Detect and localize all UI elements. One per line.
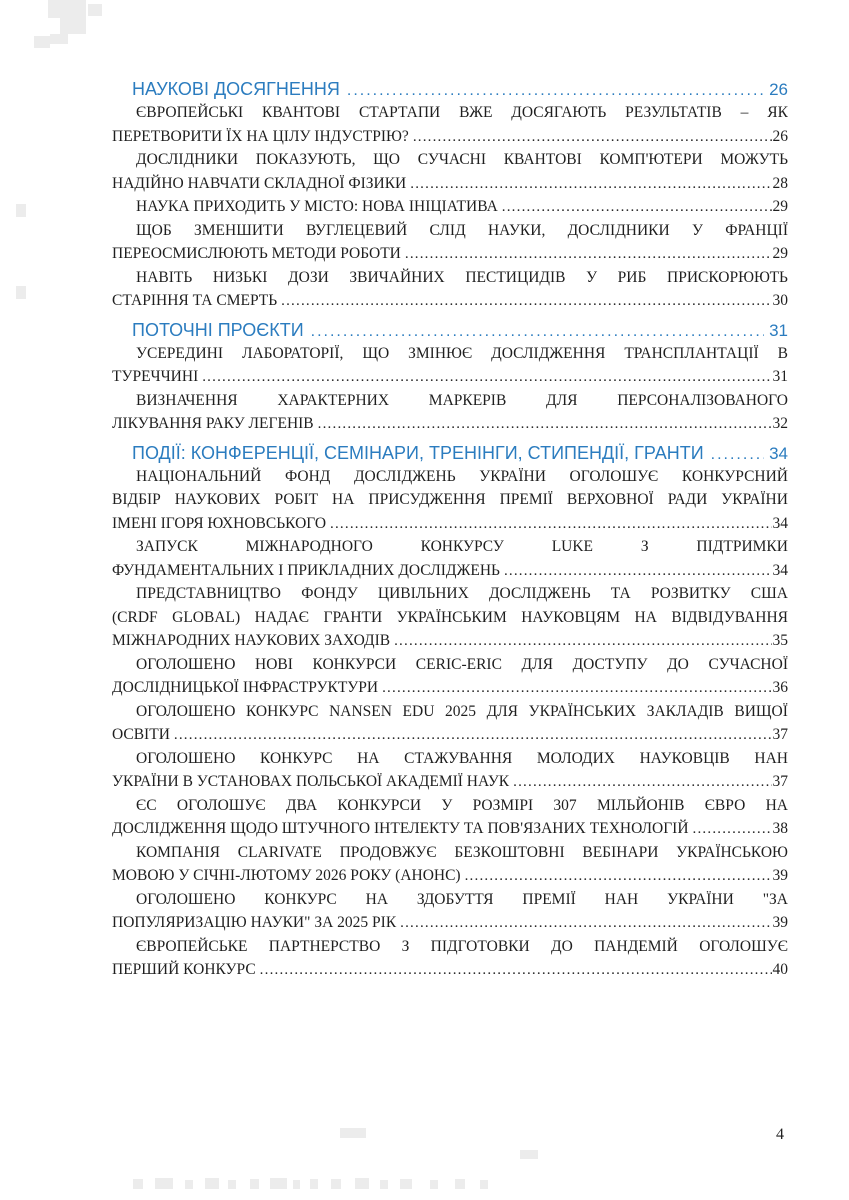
toc-entry-line: УСЕРЕДИНІ ЛАБОРАТОРІЇ, ЩО ЗМІНЮЄ ДОСЛІДЖЕННЯ ТРАНСПЛАНТАЦІЇ В bbox=[136, 344, 788, 362]
toc-entry-line: ВИЗНАЧЕННЯ ХАРАКТЕРНИХ МАРКЕРІВ ДЛЯ ПЕРСОНАЛІЗОВАНОГО bbox=[136, 391, 788, 409]
toc-heading-link[interactable] bbox=[112, 318, 788, 342]
toc-entry-line: НАЦІОНАЛЬНИЙ ФОНД ДОСЛІДЖЕНЬ УКРАЇНИ ОГОЛОШУЄ КОНКУРСНИЙ bbox=[136, 467, 788, 485]
toc-entry-text: НАДІЙНО НАВЧАТИ СКЛАДНОЇ ФІЗИКИ bbox=[112, 174, 407, 192]
toc-entry-line bbox=[112, 911, 788, 935]
toc-page-number: 30 bbox=[772, 292, 788, 309]
toc-entry-link[interactable] bbox=[112, 888, 788, 935]
dot-leader-icon bbox=[311, 320, 764, 344]
toc-entry-line bbox=[112, 770, 788, 794]
toc-entry-text: ФУНДАМЕНТАЛЬНИХ І ПРИКЛАДНИХ ДОСЛІДЖЕНЬ bbox=[112, 561, 500, 579]
table-of-contents bbox=[112, 72, 788, 982]
toc-page-number: 31 bbox=[772, 368, 788, 385]
toc-entry-line bbox=[112, 559, 788, 583]
scan-artifact bbox=[155, 1178, 173, 1189]
toc-entry-line bbox=[112, 365, 788, 389]
toc-page-number: 34 bbox=[769, 443, 788, 463]
dot-leader-icon bbox=[711, 443, 764, 467]
toc-entry-text: ОСВІТИ bbox=[112, 726, 170, 743]
scan-artifact bbox=[293, 1180, 300, 1189]
scan-artifact bbox=[205, 1178, 219, 1189]
toc-entry-link[interactable] bbox=[112, 195, 788, 219]
page-number: 4 bbox=[776, 1126, 784, 1143]
toc-entry-link[interactable] bbox=[112, 700, 788, 747]
toc-entry-link[interactable] bbox=[112, 935, 788, 982]
toc-entry-line bbox=[112, 125, 788, 149]
toc-entry-line: ПРЕДСТАВНИЦТВО ФОНДУ ЦИВІЛЬНИХ ДОСЛІДЖЕНЬ ТА РОЗВИТКУ США bbox=[136, 585, 788, 602]
toc-page-number: 34 bbox=[772, 561, 788, 579]
toc-page-number: 34 bbox=[772, 514, 788, 532]
toc-page-number: 40 bbox=[772, 961, 788, 978]
toc-entry-line bbox=[112, 195, 788, 219]
dot-leader-icon bbox=[318, 413, 772, 437]
dot-leader-icon bbox=[693, 818, 772, 842]
toc-page-number: 29 bbox=[772, 198, 788, 215]
toc-heading-label: ПОТОЧНІ ПРОЄКТИ bbox=[132, 319, 304, 340]
toc-entry-line bbox=[112, 676, 788, 700]
toc-entry-link[interactable] bbox=[112, 582, 788, 653]
toc-page-number: 39 bbox=[772, 914, 788, 931]
toc-entry-link[interactable] bbox=[112, 465, 788, 536]
scan-artifact bbox=[355, 1178, 369, 1189]
scan-artifact bbox=[133, 1179, 143, 1189]
toc-page-number: 38 bbox=[772, 820, 788, 837]
scan-artifact bbox=[480, 1180, 488, 1189]
scan-artifact bbox=[270, 1178, 287, 1189]
toc-entry-line bbox=[112, 864, 788, 888]
toc-entry-link[interactable] bbox=[112, 653, 788, 700]
toc-entry-text: ПЕРЕТВОРИТИ ЇХ НА ЦІЛУ ІНДУСТРІЮ? bbox=[112, 127, 409, 145]
toc-page-number: 36 bbox=[772, 679, 788, 696]
toc-entry-line: (CRDF GLOBAL) НАДАЄ ГРАНТИ УКРАЇНСЬКИМ НАУКОВЦЯМ НА ВІДВІДУВАННЯ bbox=[112, 608, 788, 626]
toc-entry-line bbox=[112, 512, 788, 536]
dot-leader-icon bbox=[405, 243, 772, 267]
toc-entry-text: МОВОЮ У СІЧНІ-ЛЮТОМУ 2026 РОКУ (АНОНС) bbox=[112, 867, 461, 884]
toc-entry-line: ОГОЛОШЕНО КОНКУРС НА ЗДОБУТТЯ ПРЕМІЇ НАН УКРАЇНИ "ЗА bbox=[136, 890, 788, 908]
toc-page-number: 32 bbox=[772, 415, 788, 432]
dot-leader-icon bbox=[347, 79, 764, 103]
toc-page-number: 26 bbox=[769, 80, 788, 99]
toc-entry-line: ДОСЛІДНИКИ ПОКАЗУЮТЬ, ЩО СУЧАСНІ КВАНТОВІ КОМП'ЮТЕРИ МОЖУТЬ bbox=[136, 151, 788, 168]
dot-leader-icon bbox=[330, 513, 771, 537]
dot-leader-icon bbox=[410, 173, 771, 197]
scan-artifact bbox=[60, 14, 86, 34]
toc-entry-link[interactable] bbox=[112, 219, 788, 266]
scan-artifact bbox=[250, 1179, 259, 1189]
toc-entry-text: СТАРІННЯ ТА СМЕРТЬ bbox=[112, 292, 278, 309]
toc-entry-link[interactable] bbox=[112, 794, 788, 841]
toc-entry-line bbox=[112, 723, 788, 747]
scan-artifact bbox=[340, 1128, 366, 1138]
toc-entry-text: ІМЕНІ ІГОРЯ ЮХНОВСЬКОГО bbox=[112, 514, 327, 532]
scan-artifact bbox=[16, 286, 26, 299]
toc-heading-label: ПОДІЇ: КОНФЕРЕНЦІЇ, СЕМІНАРИ, ТРЕНІНГИ, СТИПЕНДІЇ, ГРАНТИ bbox=[132, 442, 704, 463]
dot-leader-icon bbox=[382, 677, 771, 701]
toc-entry-text: ДОСЛІДНИЦЬКОЇ ІНФРАСТРУКТУРИ bbox=[112, 679, 379, 696]
toc-entry-line bbox=[112, 289, 788, 313]
toc-page-number: 29 bbox=[772, 245, 788, 262]
scan-artifact bbox=[185, 1180, 193, 1189]
toc-entry-line bbox=[112, 958, 788, 982]
toc-entry-link[interactable] bbox=[112, 535, 788, 582]
toc-heading-link[interactable] bbox=[112, 77, 788, 101]
dot-leader-icon bbox=[413, 126, 772, 150]
toc-entry-line: ЄС ОГОЛОШУЄ ДВА КОНКУРСИ У РОЗМІРІ 307 МІЛЬЙОНІВ ЄВРО НА bbox=[136, 796, 788, 814]
dot-leader-icon bbox=[174, 724, 772, 748]
toc-entry-line bbox=[112, 172, 788, 196]
scan-artifact bbox=[310, 1179, 318, 1189]
toc-entry-text: ПЕРЕОСМИСЛЮЮТЬ МЕТОДИ РОБОТИ bbox=[112, 245, 401, 262]
toc-page-number: 26 bbox=[772, 127, 788, 145]
toc-entry-line: ЩОБ ЗМЕНШИТИ ВУГЛЕЦЕВИЙ СЛІД НАУКИ, ДОСЛІДНИКИ У ФРАНЦІЇ bbox=[136, 221, 788, 239]
toc-entry-text: ЛІКУВАННЯ РАКУ ЛЕГЕНІВ bbox=[112, 415, 314, 432]
scan-artifact bbox=[88, 4, 102, 16]
toc-page-number: 37 bbox=[772, 726, 788, 743]
toc-entry-link[interactable] bbox=[112, 841, 788, 888]
toc-entry-line: ОГОЛОШЕНО КОНКУРС NANSEN EDU 2025 ДЛЯ УКРАЇНСЬКИХ ЗАКЛАДІВ ВИЩОЇ bbox=[136, 702, 788, 720]
dot-leader-icon bbox=[260, 959, 772, 983]
toc-entry-text: НАУКА ПРИХОДИТЬ У МІСТО: НОВА ІНІЦІАТИВА bbox=[136, 198, 498, 215]
toc-entry-line: ОГОЛОШЕНО НОВІ КОНКУРСИ CERIC-ERIC ДЛЯ ДОСТУПУ ДО СУЧАСНОЇ bbox=[136, 655, 788, 673]
scan-artifact bbox=[50, 34, 68, 44]
dot-leader-icon bbox=[281, 290, 771, 314]
toc-entry-link[interactable] bbox=[112, 389, 788, 436]
toc-entry-text: ПЕРШИЙ КОНКУРС bbox=[112, 961, 256, 978]
toc-entry-text: УКРАЇНИ В УСТАНОВАХ ПОЛЬСЬКОЇ АКАДЕМІЇ НАУК bbox=[112, 773, 510, 790]
dot-leader-icon bbox=[502, 196, 772, 220]
toc-entry-text: ТУРЕЧЧИНІ bbox=[112, 368, 199, 385]
toc-entry-line: КОМПАНІЯ CLARIVATE ПРОДОВЖУЄ БЕЗКОШТОВНІ ВЕБІНАРИ УКРАЇНСЬКОЮ bbox=[136, 843, 788, 861]
scan-artifact bbox=[34, 36, 50, 48]
dot-leader-icon bbox=[465, 865, 772, 889]
toc-entry-line: ВІДБІР НАУКОВИХ РОБІТ НА ПРИСУДЖЕННЯ ПРЕМІЇ ВЕРХОВНОЇ РАДИ УКРАЇНИ bbox=[112, 491, 788, 508]
scan-artifact bbox=[455, 1179, 465, 1189]
dot-leader-icon bbox=[400, 912, 771, 936]
toc-entry-line: ЄВРОПЕЙСЬКЕ ПАРТНЕРСТВО З ПІДГОТОВКИ ДО ПАНДЕМІЙ ОГОЛОШУЄ bbox=[136, 937, 788, 955]
toc-heading-link[interactable] bbox=[112, 441, 788, 465]
toc-entry-line bbox=[112, 817, 788, 841]
scan-artifact bbox=[380, 1180, 388, 1189]
scan-artifact bbox=[16, 204, 26, 217]
dot-leader-icon bbox=[394, 630, 771, 654]
toc-entry-link[interactable] bbox=[112, 266, 788, 313]
toc-entry-text: ДОСЛІДЖЕННЯ ЩОДО ШТУЧНОГО ІНТЕЛЕКТУ ТА ПОВ'ЯЗАНИХ ТЕХНОЛОГІЙ bbox=[112, 820, 689, 837]
toc-entry-line bbox=[112, 412, 788, 436]
scan-artifact bbox=[430, 1180, 438, 1189]
toc-entry-text: ПОПУЛЯРИЗАЦІЮ НАУКИ" ЗА 2025 РІК bbox=[112, 914, 397, 931]
toc-page-number: 37 bbox=[772, 773, 788, 790]
toc-page-number: 28 bbox=[772, 174, 788, 192]
toc-entry-link[interactable] bbox=[112, 747, 788, 794]
scan-artifact bbox=[228, 1180, 236, 1189]
toc-entry-link[interactable] bbox=[112, 342, 788, 389]
toc-page-number: 39 bbox=[772, 867, 788, 884]
toc-entry-link[interactable] bbox=[112, 148, 788, 195]
toc-page-number: 35 bbox=[772, 632, 788, 649]
toc-entry-link[interactable] bbox=[112, 101, 788, 148]
scan-artifact bbox=[400, 1179, 412, 1189]
toc-entry-line: ЗАПУСК МІЖНАРОДНОГО КОНКУРСУ LUKE З ПІДТРИМКИ bbox=[136, 538, 788, 555]
toc-heading-label: НАУКОВІ ДОСЯГНЕННЯ bbox=[132, 79, 340, 99]
toc-entry-line bbox=[112, 242, 788, 266]
toc-entry-line: ЄВРОПЕЙСЬКІ КВАНТОВІ СТАРТАПИ ВЖЕ ДОСЯГАЮТЬ РЕЗУЛЬТАТІВ – ЯК bbox=[136, 104, 788, 121]
dot-leader-icon bbox=[202, 366, 771, 390]
scan-artifact bbox=[520, 1150, 538, 1159]
toc-page-number: 31 bbox=[769, 320, 788, 340]
toc-entry-text: МІЖНАРОДНИХ НАУКОВИХ ЗАХОДІВ bbox=[112, 632, 391, 649]
toc-entry-line: ОГОЛОШЕНО КОНКУРС НА СТАЖУВАННЯ МОЛОДИХ НАУКОВЦІВ НАН bbox=[136, 749, 788, 767]
dot-leader-icon bbox=[504, 560, 772, 584]
toc-entry-line bbox=[112, 629, 788, 653]
dot-leader-icon bbox=[513, 771, 771, 795]
scan-artifact bbox=[331, 1179, 341, 1189]
toc-entry-line: НАВІТЬ НИЗЬКІ ДОЗИ ЗВИЧАЙНИХ ПЕСТИЦИДІВ У РИБ ПРИСКОРЮЮТЬ bbox=[136, 268, 788, 286]
